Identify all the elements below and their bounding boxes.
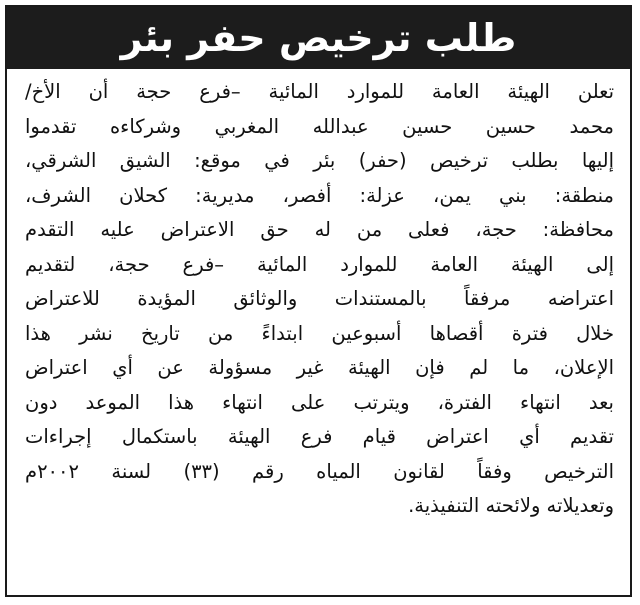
body-line-2: محمد حسين حسين عبدالله المغربي وشركاءه تقدموا bbox=[25, 114, 614, 138]
body-line-9: الإعلان، ما لم فإن الهيئة غير مسؤولة عن أي اعتراض bbox=[25, 356, 614, 379]
notice-box bbox=[5, 5, 632, 597]
body-line-10: بعد انتهاء الفترة، ويترتب على انتهاء هذا الموعد دون bbox=[25, 390, 614, 414]
body-line-3: إليها بطلب ترخيص (حفر) بئر في موقع: الشيق الشرقي، bbox=[25, 149, 614, 172]
body-line-13: وتعديلاته ولائحته التنفيذية. bbox=[408, 494, 614, 517]
body-line-1: تعلن الهيئة العامة للموارد المائية –فرع حجة أن الأخ/ bbox=[25, 80, 614, 103]
title-bar bbox=[7, 7, 630, 69]
body-line-11: تقديم أي اعتراض قيام فرع الهيئة باستكمال إجراءات bbox=[25, 425, 614, 448]
body-line-12: الترخيص وفقاً لقانون المياه رقم (٣٣) لسنة ٢٠٠٢م bbox=[25, 459, 614, 483]
body-line-4: منطقة: بني يمن، عزلة: أفصر، مديرية: كحلان الشرف، bbox=[25, 183, 614, 207]
body-line-8: خلال فترة أقصاها أسبوعين ابتداءً من تاريخ نشر هذا bbox=[25, 321, 614, 345]
notice-title: طلب ترخيص حفر بئر bbox=[120, 16, 517, 60]
body-line-5: محافظة: حجة، فعلى من له حق الاعتراض عليه التقدم bbox=[25, 218, 614, 241]
notice-body bbox=[25, 75, 614, 524]
body-line-7: اعتراضه مرفقاً بالمستندات والوثائق المؤيدة للاعتراض bbox=[25, 287, 614, 310]
body-line-6: إلى الهيئة العامة للموارد المائية –فرع حجة، لتقديم bbox=[25, 252, 614, 276]
